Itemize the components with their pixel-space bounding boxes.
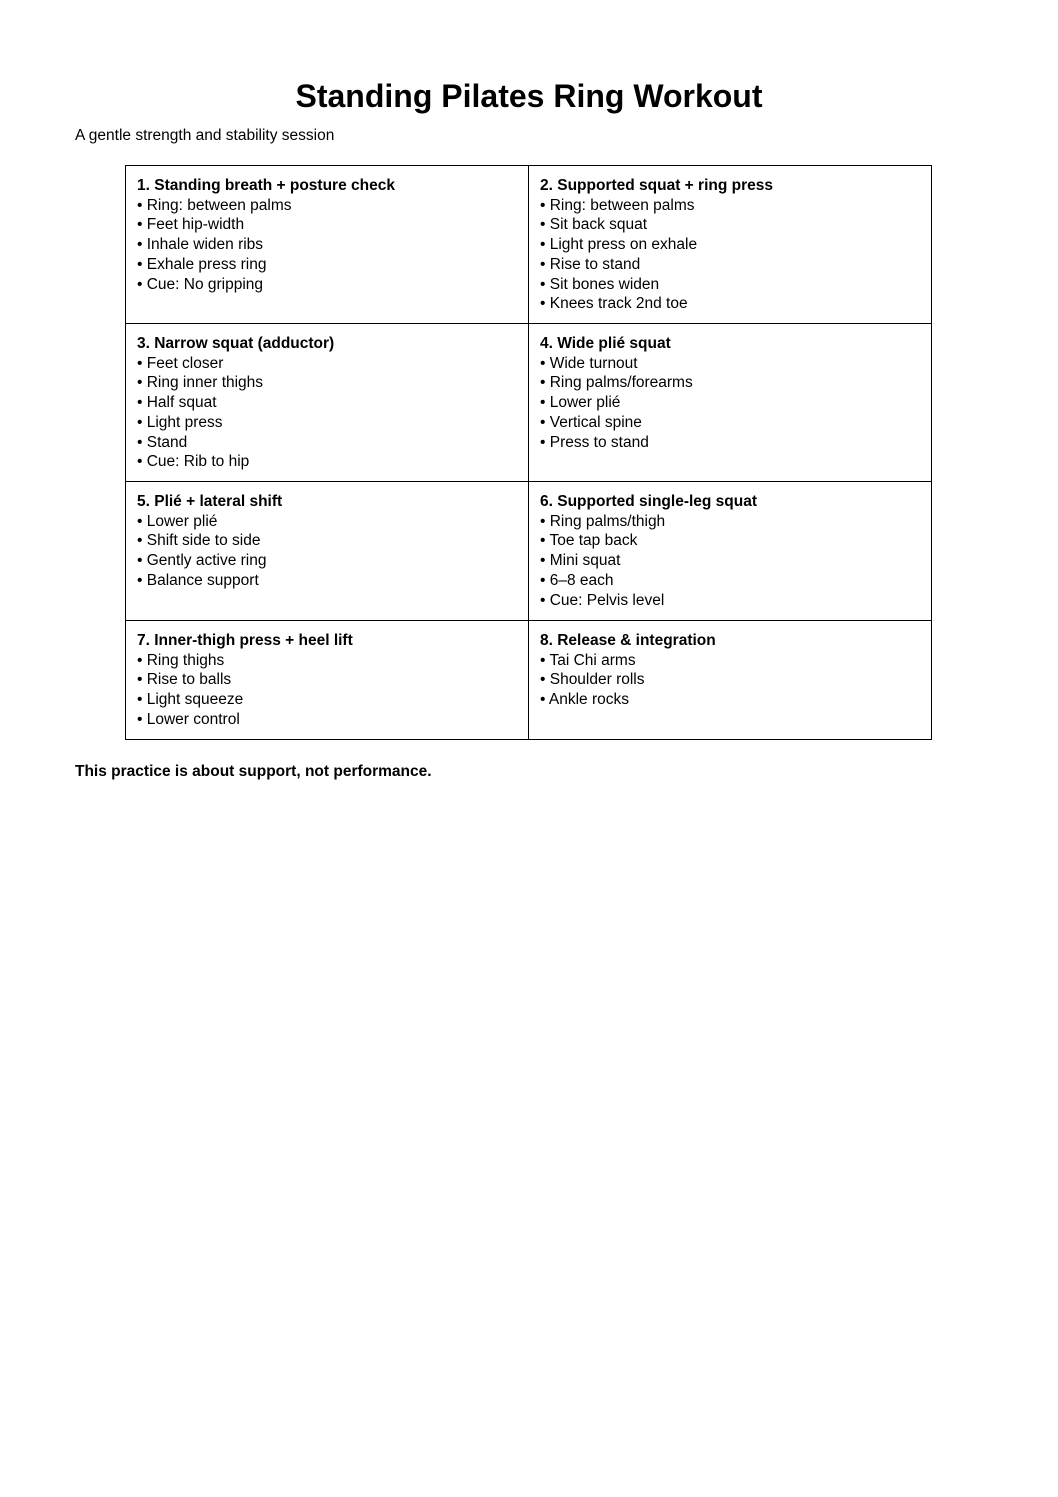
exercise-step: • Cue: No gripping	[137, 275, 264, 293]
page-subtitle: A gentle strength and stability session	[75, 127, 335, 144]
exercise-step: • Press to stand	[540, 433, 649, 451]
table-row	[126, 482, 932, 621]
exercise-step: • Vertical spine	[540, 413, 642, 431]
exercise-title: 8. Release & integration	[540, 632, 716, 649]
exercise-step: • Ring: between palms	[137, 196, 292, 214]
exercise-step: • Lower plié	[540, 394, 621, 412]
exercise-step: • Ring: between palms	[540, 196, 695, 214]
exercise-step: • Rise to balls	[137, 671, 232, 689]
exercise-cell	[126, 621, 529, 740]
exercise-cell	[529, 482, 932, 621]
exercise-step: • Light press	[137, 413, 223, 431]
exercise-step: • Wide turnout	[540, 354, 638, 372]
exercise-step: • Cue: Pelvis level	[540, 591, 665, 609]
exercise-step: • Ring thighs	[137, 651, 225, 669]
exercise-step: • Sit back squat	[540, 216, 648, 234]
exercise-step: • Ring inner thighs	[137, 374, 264, 392]
exercise-step: • Rise to stand	[540, 255, 641, 273]
table-row	[126, 621, 932, 740]
exercise-step: • Ankle rocks	[540, 691, 629, 709]
exercise-step: • Light press on exhale	[540, 236, 698, 254]
exercise-title: 6. Supported single-leg squat	[540, 493, 758, 510]
exercise-cell	[126, 482, 529, 621]
footer-note: This practice is about support, not performance.	[75, 763, 432, 780]
exercise-step: • Light squeeze	[137, 691, 244, 709]
exercise-cell	[529, 324, 932, 482]
exercise-title: 5. Plié + lateral shift	[137, 493, 283, 510]
exercise-cell	[126, 324, 529, 482]
table-row	[126, 166, 932, 324]
exercise-step: • Toe tap back	[540, 532, 638, 550]
exercise-step: • Lower control	[137, 710, 240, 728]
exercise-step: • Shift side to side	[137, 532, 261, 550]
exercise-step: • Stand	[137, 433, 188, 451]
exercise-step: • Knees track 2nd toe	[540, 295, 688, 313]
exercise-step: • Lower plié	[137, 512, 218, 530]
exercise-step: • Ring palms/thigh	[540, 512, 666, 530]
exercise-title: 1. Standing breath + posture check	[137, 177, 395, 194]
exercise-step: • Gently active ring	[137, 552, 267, 570]
exercise-title: 4. Wide plié squat	[540, 335, 671, 352]
exercise-title: 7. Inner-thigh press + heel lift	[137, 632, 353, 649]
exercise-step: • Tai Chi arms	[540, 651, 636, 669]
table-row	[126, 324, 932, 482]
exercise-step: • Feet closer	[137, 354, 224, 372]
exercise-step: • Balance support	[137, 571, 259, 589]
exercise-title: 2. Supported squat + ring press	[540, 177, 773, 194]
exercise-title: 3. Narrow squat (adductor)	[137, 335, 335, 352]
exercise-cell	[529, 621, 932, 740]
exercise-cell	[126, 166, 529, 324]
exercise-step: • Half squat	[137, 394, 217, 412]
exercise-step: • Shoulder rolls	[540, 671, 645, 689]
exercise-step: • Feet hip-width	[137, 216, 245, 234]
exercise-table	[125, 165, 932, 740]
exercise-step: • Mini squat	[540, 552, 621, 570]
page-title: Standing Pilates Ring Workout	[295, 78, 763, 114]
exercise-step: • Exhale press ring	[137, 255, 267, 273]
exercise-cell	[529, 166, 932, 324]
exercise-step: • Ring palms/forearms	[540, 374, 693, 392]
exercise-step: • Sit bones widen	[540, 275, 660, 293]
exercise-step: • 6–8 each	[540, 571, 614, 589]
exercise-step: • Cue: Rib to hip	[137, 453, 250, 471]
exercise-step: • Inhale widen ribs	[137, 236, 264, 254]
